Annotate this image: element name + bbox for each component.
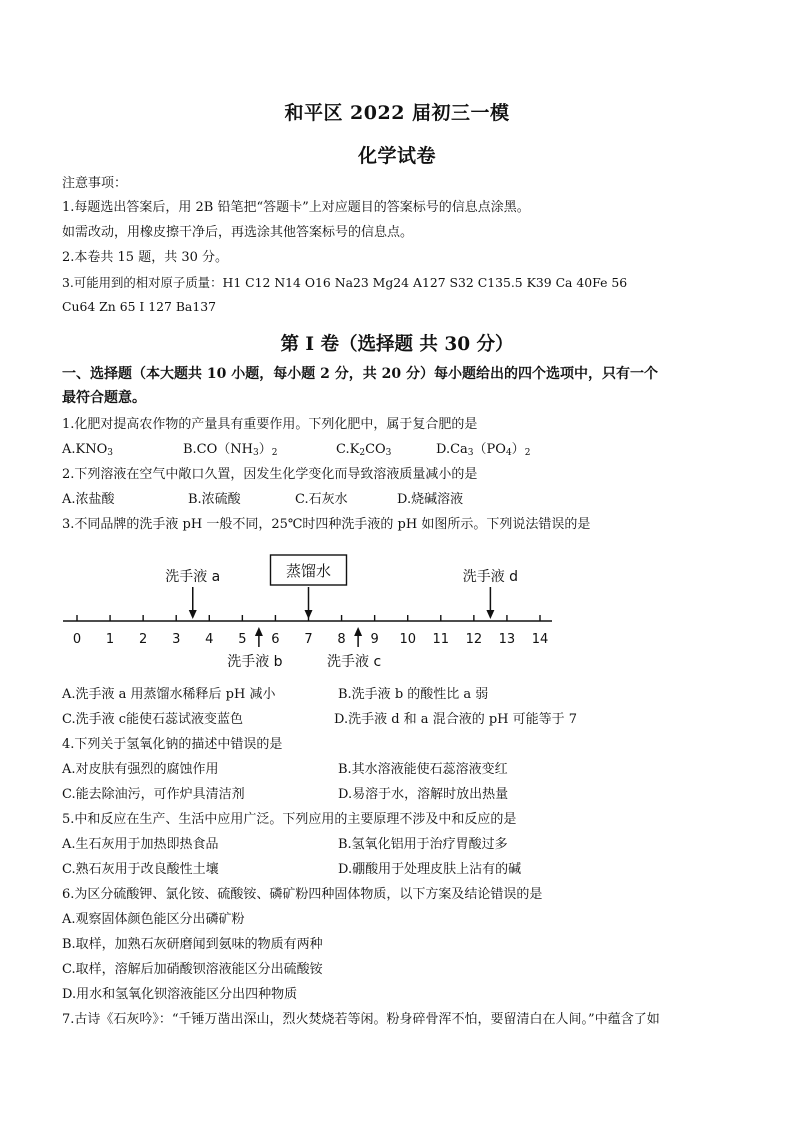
ph-tick-label: 6 [271,632,280,647]
section-title: 第 I 卷（选择题 共 30 分） [280,334,514,355]
ph-tick-label: 8 [337,632,346,647]
question-6-stem: 6.为区分硫酸钾、氯化铵、硫酸铵、磷矿粉四种固体物质，以下方案及结论错误的是 [62,887,543,902]
ph-tick-label: 9 [370,632,379,647]
marker-arrow-head [255,627,263,636]
marker-label: 蒸馏水 [285,562,332,580]
marker-arrow-head [354,627,362,636]
question-4-option-a: A.对皮肤有强烈的腐蚀作用 [62,762,219,777]
question-1-option-d: $D.Ca_3(PO_4)_2$ [436,442,531,458]
part-heading: 一、选择题（本大题共 10 小题，每小题 2 分，共 20 分）每小题给出的四个选项中，只有一个 [62,366,658,382]
question-1-option-b: $B.CO(NH_3)_2$ [183,442,278,458]
question-5-option-a: A.生石灰用于加热即热食品 [62,837,219,852]
question-1-stem: 1.化肥对提高农作物的产量具有重要作用。下列化肥中，属于复合肥的是 [62,417,478,432]
question-3-stem: 3.不同品牌的洗手液 pH 一般不同，25℃时四种洗手液的 pH 如图所示。下列说法错误的是 [62,517,591,532]
marker-label: 洗手液 c [327,654,382,670]
ph-tick-label: 11 [432,632,450,647]
marker-label: 洗手液 d [462,569,519,585]
ph-marker-洗手液-d [463,568,518,619]
notice-item: 3.可能用到的相对原子质量：H1 C12 N14 O16 Na23 Mg24 A127 S32 C135.5 K39 Ca 40Fe 56 [62,275,628,290]
ph-tick-label: 12 [465,632,483,647]
marker-arrow-head [189,610,197,619]
marker-label: 洗手液 b [227,654,283,670]
question-2-option-d: D.烧碱溶液 [397,492,464,507]
question-3-option-c: C.洗手液 c能使石蕊试液变蓝色 [62,712,244,727]
ph-tick-label: 2 [139,632,148,647]
page-subtitle: 化学试卷 [357,145,436,167]
ph-tick-label: 3 [172,632,181,647]
notice-item: 1.每题选出答案后，用 2B 铅笔把“答题卡”上对应题目的答案标号的信息点涂黑。 [62,200,530,215]
ph-tick-label: 14 [531,632,549,647]
question-6-option-d: D.用水和氢氧化钡溶液能区分出四种物质 [62,987,298,1002]
question-4-option-c: C.能去除油污，可作炉具清洁剂 [62,787,245,802]
ph-number-line-figure [62,550,622,680]
question-3-option-d: D.洗手液 d 和 a 混合液的 pH 可能等于 7 [334,712,578,727]
question-3-option-a: A.洗手液 a 用蒸馏水稀释后 pH 减小 [62,687,276,702]
question-6-option-b: B.取样，加熟石灰研磨闻到氨味的物质有两种 [62,937,323,952]
question-6-option-a: A.观察固体颜色能区分出磷矿粉 [62,912,245,927]
question-2-option-b: B.浓硫酸 [188,492,241,507]
question-5-stem: 5.中和反应在生产、生活中应用广泛。下列应用的主要原理不涉及中和反应的是 [62,812,517,827]
question-2-option-a: A.浓盐酸 [62,492,115,507]
question-7-stem: 7.古诗《石灰吟》：“千锤万凿出深山，烈火焚烧若等闲。粉身碎骨浑不怕，要留清白在人间。”中蕴含了如 [62,1012,660,1027]
ph-axis [63,615,552,647]
ph-tick-label: 5 [238,632,247,647]
question-6-option-c: C.取样，溶解后加硝酸钡溶液能区分出硫酸铵 [62,962,323,977]
question-1-option-c: $C.K_2CO_3$ [336,442,392,458]
ph-tick-label: 10 [399,632,416,647]
marker-label: 洗手液 a [165,569,221,585]
ph-markers [165,555,518,670]
ph-marker-洗手液-a [165,568,220,619]
notice-item: Cu64 Zn 65 I 127 Ba137 [62,299,216,314]
question-4-stem: 4.下列关于氢氧化钠的描述中错误的是 [62,737,283,752]
question-2-stem: 2.下列溶液在空气中敞口久置，因发生化学变化而导致溶液质量减小的是 [62,467,478,482]
question-5-option-c: C.熟石灰用于改良酸性土壤 [62,862,219,877]
page-title: 和平区 2022 届初三一模 [284,102,510,124]
notice-item: 如需改动，用橡皮擦干净后，再选涂其他答案标号的信息点。 [62,225,414,240]
question-4-option-d: D.易溶于水，溶解时放出热量 [338,787,509,802]
question-5-option-d: D.硼酸用于处理皮肤上沾有的碱 [338,862,522,877]
ph-tick-label: 4 [205,632,214,647]
ph-tick-label: 0 [72,632,82,647]
question-4-option-b: B.其水溶液能使石蕊溶液变红 [338,762,508,777]
ph-tick-label: 7 [304,632,313,647]
notice-item: 2.本卷共 15 题，共 30 分。 [62,250,229,265]
question-3-option-b: B.洗手液 b 的酸性比 a 弱 [338,687,489,702]
marker-arrow-head [486,610,494,619]
notice-heading: 注意事项： [62,176,128,191]
question-2-option-c: C.石灰水 [295,492,348,507]
ph-tick-label: 1 [105,632,115,647]
part-heading-cont: 最符合题意。 [62,390,146,406]
ph-marker-蒸馏水 [271,555,347,619]
ph-tick-label: 13 [498,632,516,647]
question-1-option-a: $A.KNO_3$ [62,442,113,458]
question-5-option-b: B.氢氧化铝用于治疗胃酸过多 [338,837,508,852]
marker-arrow-head [305,610,313,619]
